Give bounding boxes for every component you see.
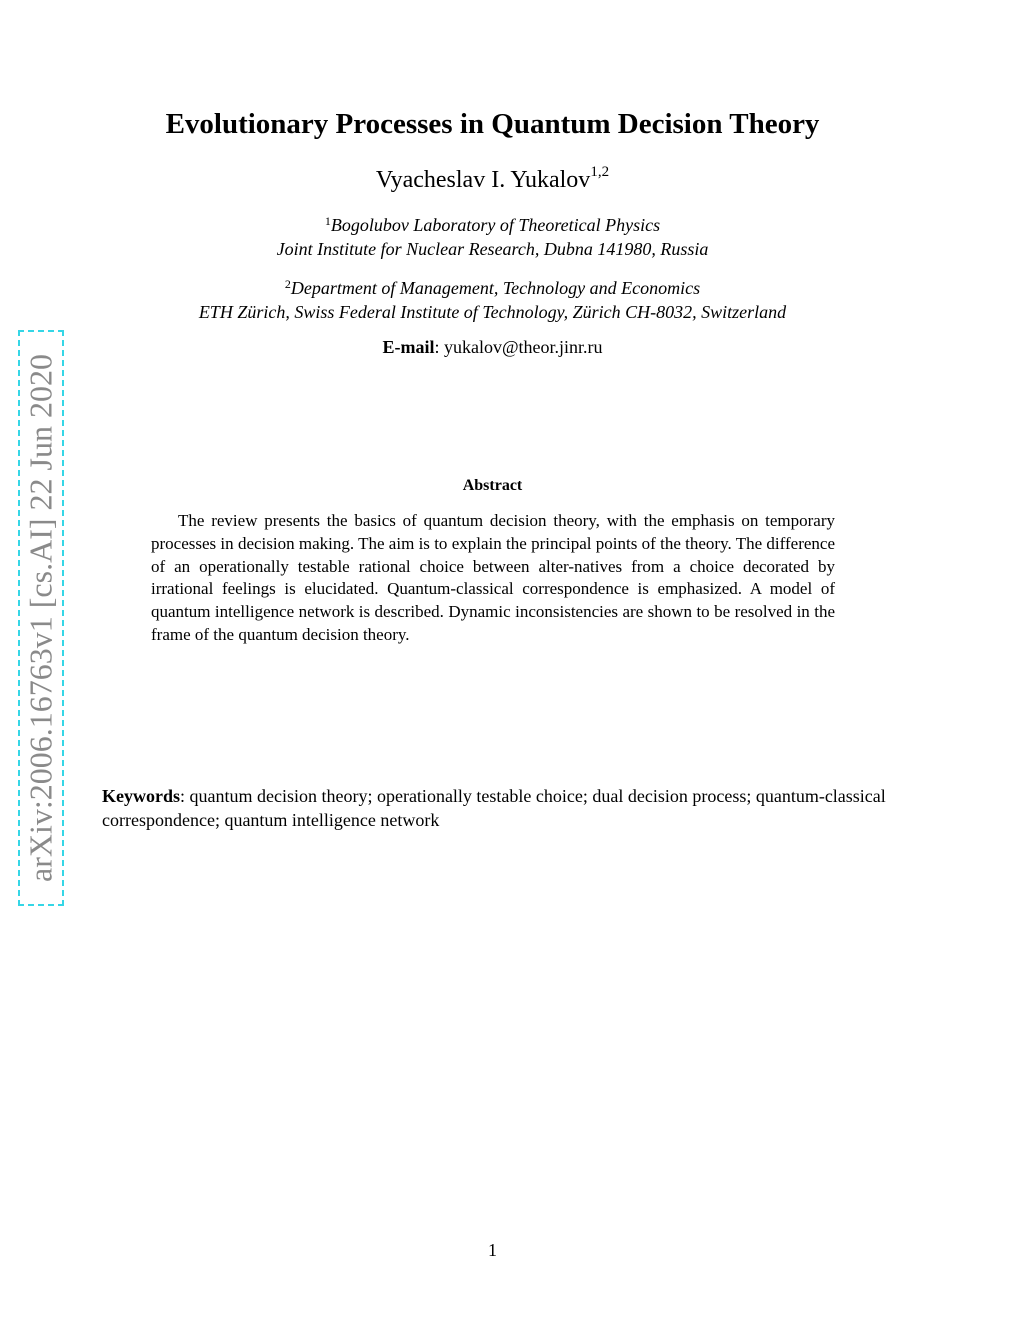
affiliation-2	[0, 272, 985, 324]
affiliation-1	[0, 209, 985, 261]
affiliation-2-mark: 2	[284, 277, 291, 291]
affiliation-1-line-2: Joint Institute for Nuclear Research, Dubna 141980, Russia	[276, 239, 709, 259]
abstract-text: The review presents the basics of quantum decision theory, with the emphasis on temporary processes in decision making. The aim is to explain the principal points of the theory. The difference of an operationally testable rational choice between alter-natives from a choice decorated by irrational feelings is elucidated. Quantum-classical correspondence is emphasized. A model of quantum intelligence network is described. Dynamic inconsistencies are shown to be resolved in the frame of the quantum decision theory.	[151, 511, 835, 644]
author-line	[0, 164, 985, 194]
author-affiliation-marks: 1,2	[590, 164, 610, 180]
abstract-heading: Abstract	[462, 477, 523, 494]
email-label: E-mail	[382, 337, 435, 357]
author-name: Vyacheslav I. Yukalov	[375, 167, 591, 193]
affiliation-2-line-2: ETH Zürich, Swiss Federal Institute of Technology, Zürich CH-8032, Switzerland	[198, 302, 787, 322]
keywords-paragraph	[102, 784, 886, 832]
affiliation-2-line-1: $^2$Department of Management, Technology and Economics	[284, 277, 701, 298]
affiliation-1-mark: 1	[324, 214, 331, 228]
page-number: 1	[488, 1240, 497, 1260]
arxiv-identifier-text: arXiv:2006.16763v1 [cs.AI] 22 Jun 2020	[22, 354, 59, 882]
email-line	[0, 337, 985, 358]
email-address: yukalov@theor.jinr.ru	[443, 337, 603, 357]
arxiv-identifier-stamp	[18, 330, 64, 906]
paper-title: Evolutionary Processes in Quantum Decision Theory	[165, 108, 820, 140]
keywords-label: Keywords	[102, 786, 180, 806]
affiliation-1-line-1: $^1$Bogolubov Laboratory of Theoretical Physics	[324, 214, 661, 235]
keywords-list: : quantum decision theory; operationally testable choice; dual decision process; quantum-classical correspondence; quantum intelligence network	[102, 786, 886, 830]
email-separator: :	[434, 337, 440, 357]
